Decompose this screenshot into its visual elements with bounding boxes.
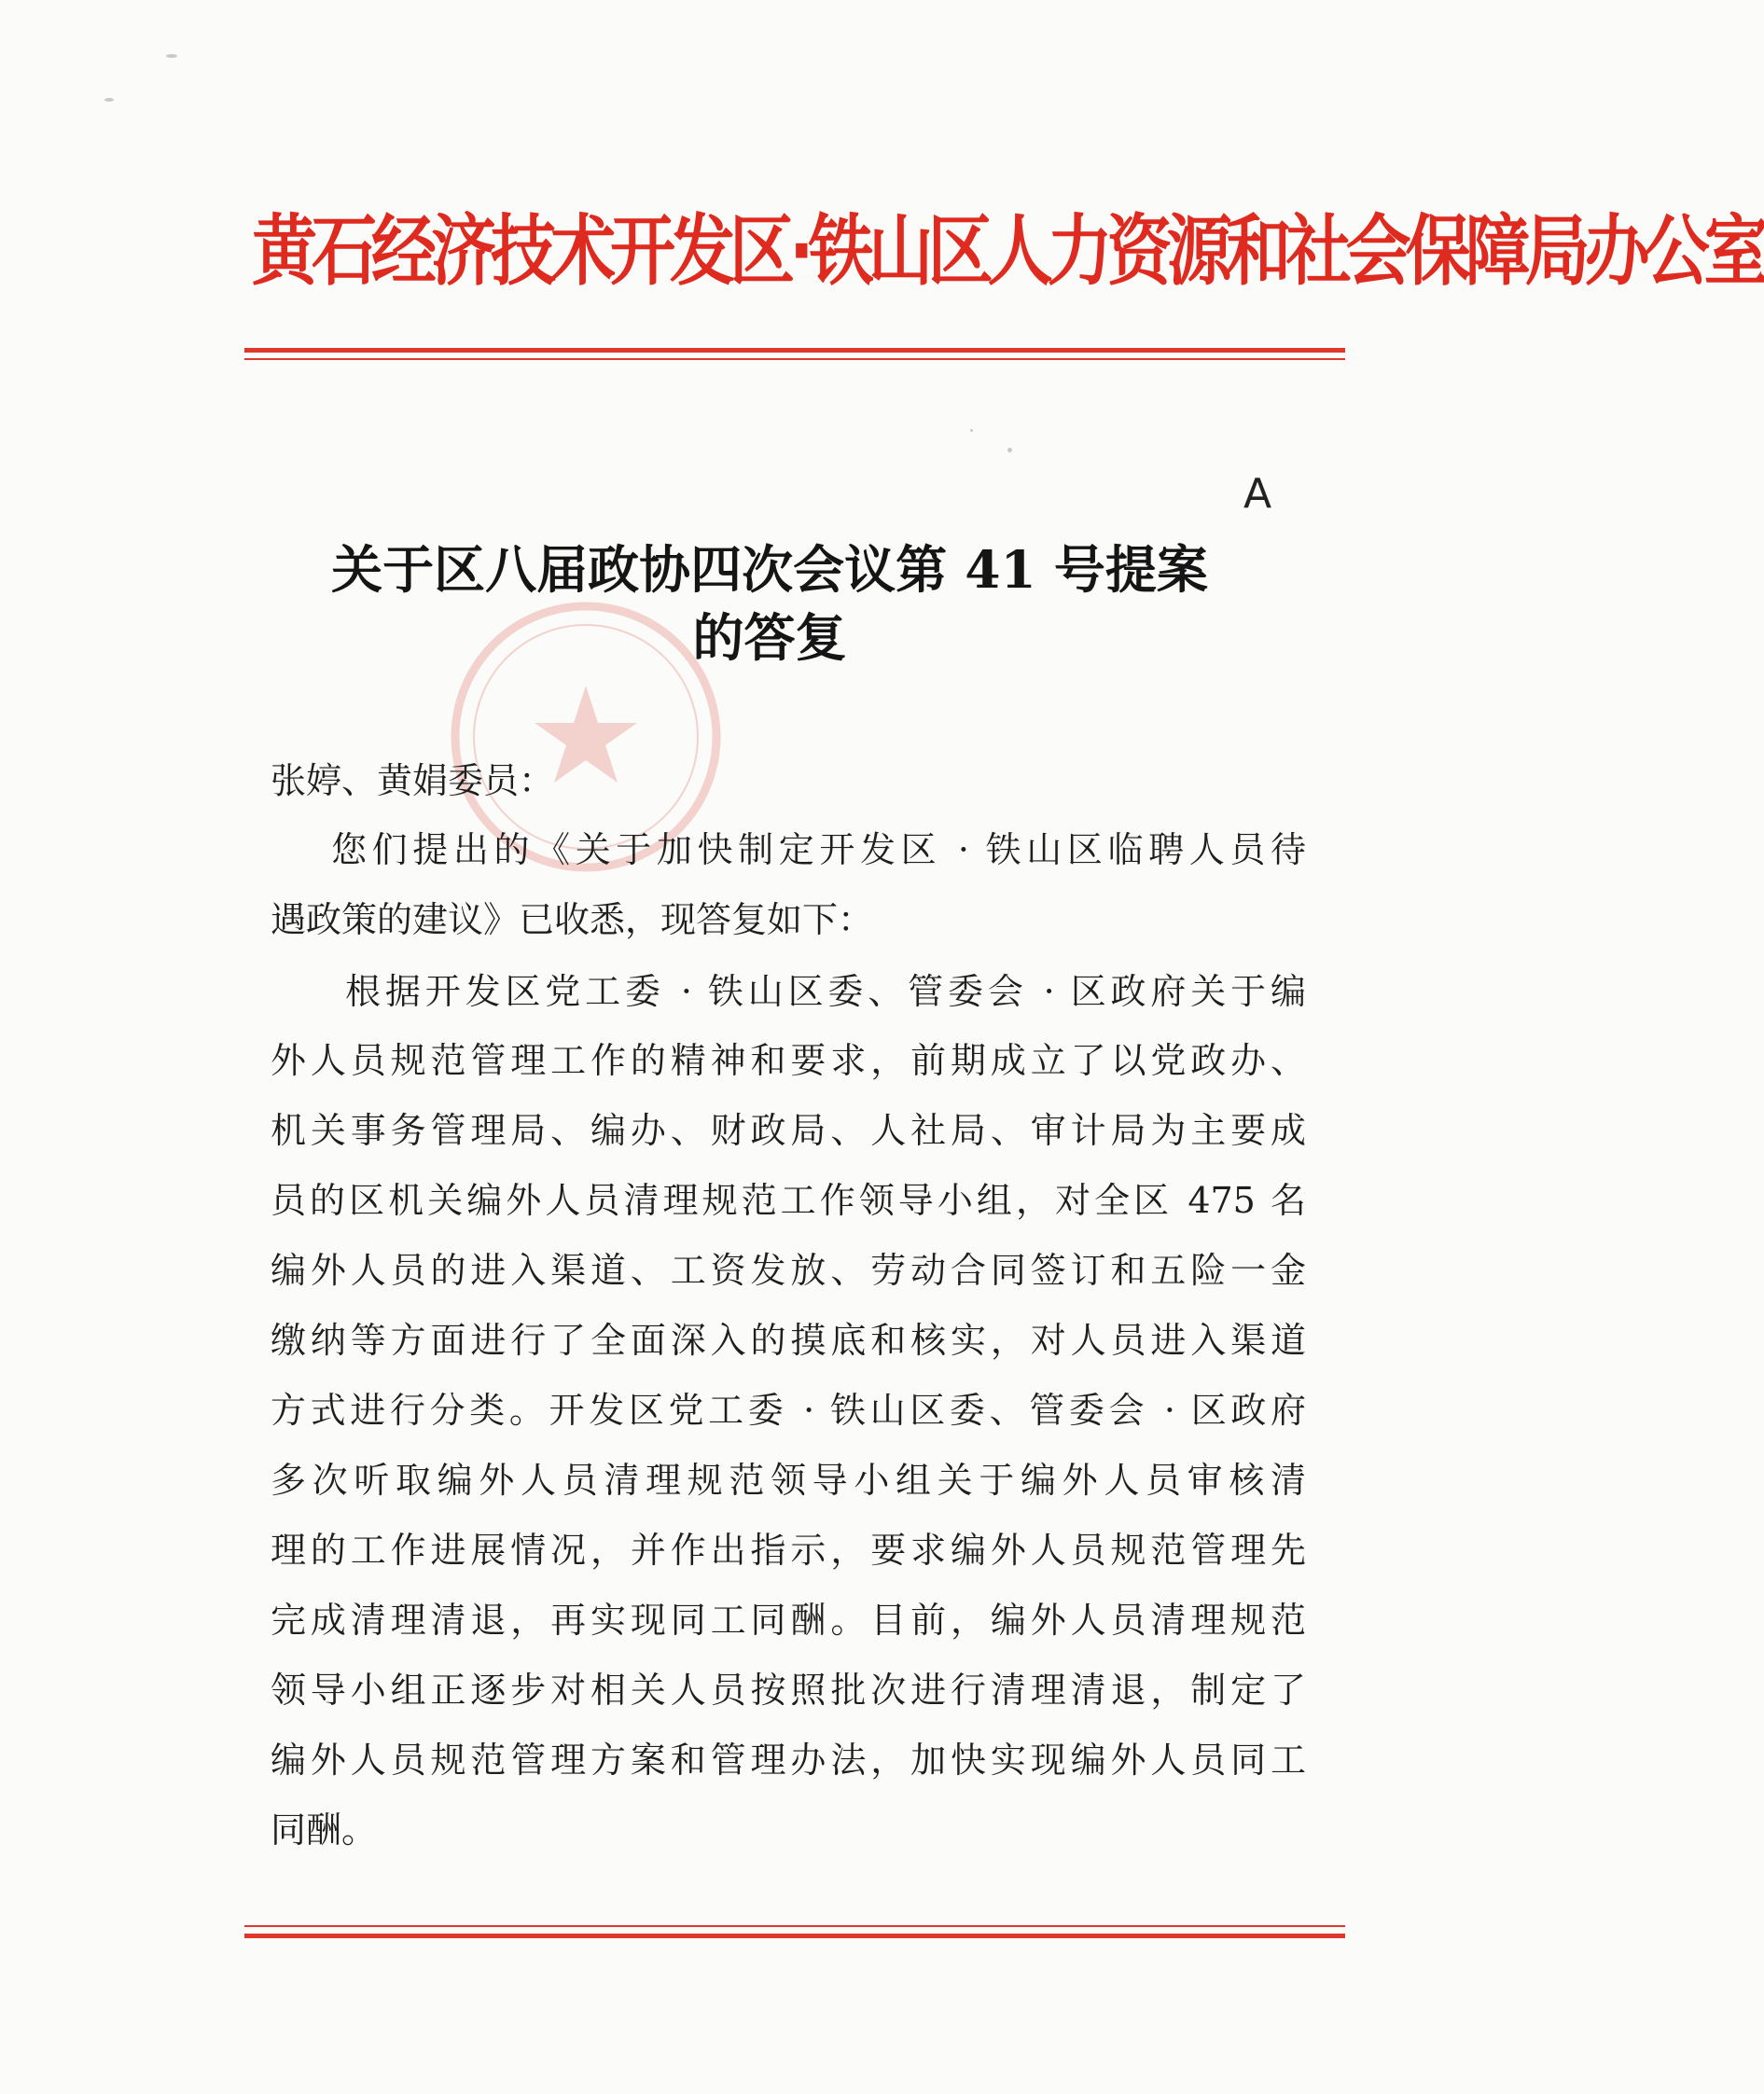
scan-speck — [104, 98, 114, 102]
header-rule-thin — [244, 358, 1345, 360]
document-title-line-2: 的答复 — [692, 607, 847, 668]
paragraph-2-line: 根据开发区党工委 · 铁山区委、管委会 · 区政府关于编 — [345, 971, 1306, 1012]
paragraph-2-line: 方式进行分类。开发区党工委 · 铁山区委、管委会 · 区政府 — [271, 1390, 1306, 1431]
salutation: 张婷、黄娟委员： — [271, 760, 555, 801]
paragraph-2-line: 外人员规范管理工作的精神和要求，前期成立了以党政办、 — [271, 1040, 1306, 1081]
scan-speck — [970, 429, 973, 432]
paragraph-2-line: 理的工作进展情况，并作出指示，要求编外人员规范管理先 — [271, 1530, 1306, 1571]
paragraph-2-line: 机关事务管理局、编办、财政局、人社局、审计局为主要成 — [271, 1110, 1306, 1151]
paragraph-2-line: 领导小组正逐步对相关人员按照批次进行清理清退，制定了 — [271, 1670, 1306, 1711]
document-class-mark: A — [1243, 470, 1272, 518]
paragraph-1-line: 您们提出的《关于加快制定开发区 · 铁山区临聘人员待 — [331, 829, 1306, 870]
footer-rule-thick — [244, 1934, 1345, 1938]
paragraph-2-line: 完成清理清退，再实现同工同酬。目前，编外人员清理规范 — [271, 1600, 1306, 1641]
document-title-line-1: 关于区八届政协四次会议第 41 号提案 — [331, 539, 1208, 600]
paragraph-2-line: 编外人员的进入渠道、工资发放、劳动合同签订和五险一金 — [271, 1250, 1306, 1291]
paragraph-2-line: 员的区机关编外人员清理规范工作领导小组，对全区 475 名 — [271, 1180, 1306, 1221]
issuing-office-header: 黄石经济技术开发区·铁山区人力资源和社会保障局办公室 — [252, 205, 1764, 297]
scan-speck — [1007, 448, 1012, 452]
paragraph-2-line: 多次听取编外人员清理规范领导小组关于编外人员审核清 — [271, 1460, 1306, 1501]
paragraph-2-line: 同酬。 — [271, 1810, 378, 1851]
scan-speck — [166, 54, 177, 58]
paragraph-1-line: 遇政策的建议》已收悉，现答复如下： — [271, 899, 874, 940]
paragraph-2-line: 编外人员规范管理方案和管理办法，加快实现编外人员同工 — [271, 1740, 1306, 1781]
header-rule-thick — [244, 348, 1345, 353]
paragraph-2-line: 缴纳等方面进行了全面深入的摸底和核实，对人员进入渠道 — [271, 1320, 1306, 1361]
footer-rule-thin — [244, 1925, 1345, 1927]
